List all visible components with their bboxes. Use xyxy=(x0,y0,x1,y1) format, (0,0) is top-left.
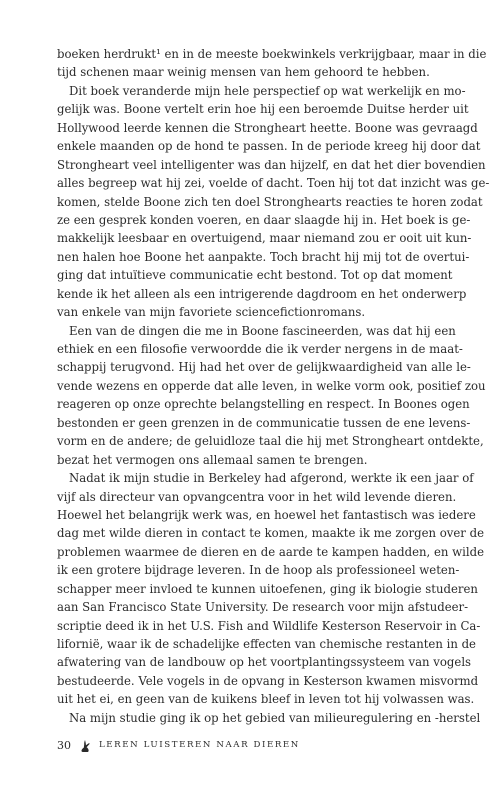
page-number: 30 xyxy=(57,738,71,752)
text-line: Strongheart veel intelligenter was dan hijzelf, en dat het dier bovendien xyxy=(57,157,486,172)
text-line: Hollywood leerde kennen die Strongheart heette. Boone was gevraagd xyxy=(57,120,478,135)
text-line: scriptie deed ik in het U.S. Fish and Wildlife Kesterson Reservoir in Ca- xyxy=(57,618,481,633)
running-title: LEREN LUISTEREN NAAR DIEREN xyxy=(99,740,300,750)
paragraph-start-line: Na mijn studie ging ik op het gebied van milieuregulering en -herstel xyxy=(69,710,481,725)
body-text xyxy=(57,45,490,727)
text-line: bestonden er geen grenzen in de communicatie tussen de ene levens- xyxy=(57,415,471,430)
text-line: kende ik het alleen als een intrigerende dagdroom en het onderwerp xyxy=(57,286,467,301)
text-line: Hoewel het belangrijk werk was, en hoewel het fantastisch was iedere xyxy=(57,507,476,522)
text-line: bezat het vermogen ons allemaal samen te brengen. xyxy=(57,452,368,467)
text-line: afwatering van de landbouw op het voortplantingssysteem van vogels xyxy=(57,655,472,670)
hare-icon xyxy=(79,738,91,752)
page-footer xyxy=(57,737,445,753)
text-line: vende wezens en opperde dat alle leven, in welke vorm ook, positief zou xyxy=(57,378,486,393)
text-line: gelijk was. Boone vertelt erin hoe hij een beroemde Duitse herder uit xyxy=(57,102,469,117)
paragraph-start-line: Nadat ik mijn studie in Berkeley had afgerond, werkte ik een jaar of xyxy=(69,471,474,486)
text-line: schapper meer invloed te kunnen uitoefenen, ging ik biologie studeren xyxy=(57,581,478,596)
text-line: van enkele van mijn favoriete sciencefictionromans. xyxy=(57,305,366,320)
text-line: lifornië, waar ik de schadelijke effecten van chemische restanten in de xyxy=(57,637,476,651)
text-line: makkelijk leesbaar en overtuigend, maar niemand zou er ooit uit kun- xyxy=(57,231,472,246)
text-line: vijf als directeur van opvangcentra voor in het wild levende dieren. xyxy=(57,489,457,504)
text-line: problemen waarmee de dieren en de aarde te kampen hadden, en wilde xyxy=(57,544,485,559)
text-line: dag met wilde dieren in contact te komen, maakte ik me zorgen over de xyxy=(57,526,485,541)
text-line: alles begreep wat hij zei, voelde of dacht. Toen hij tot dat inzicht was ge- xyxy=(57,176,490,191)
text-line: tijd schenen maar weinig mensen van hem gehoord te hebben. xyxy=(57,65,430,80)
text-line: reageren op onze oprechte belangstelling en respect. In Boones ogen xyxy=(57,397,470,412)
paragraph-start-line: Een van de dingen die me in Boone fascineerden, was dat hij een xyxy=(69,323,456,338)
text-line: enkele maanden op de hond te passen. In de periode kreeg hij door dat xyxy=(57,139,481,154)
text-line: aan San Francisco State University. De research voor mijn afstudeer- xyxy=(57,600,469,615)
text-line: schappij terugvond. Hij had het over de gelijkwaardigheid van alle le- xyxy=(57,360,471,375)
paragraph-start-line: Dit boek veranderde mijn hele perspectief op wat werkelijk en mo- xyxy=(69,83,466,98)
text-line: bestudeerde. Vele vogels in de opvang in Kesterson kwamen misvormd xyxy=(57,673,479,688)
text-line: ze een gesprek konden voeren, en daar slaagde hij in. Het boek is ge- xyxy=(57,212,471,227)
text-line: vorm en de andere; de geluidloze taal die hij met Strongheart ontdekte, xyxy=(57,434,484,449)
text-line: ethiek en een filosofie verwoordde die ik verder nergens in de maat- xyxy=(57,342,463,356)
text-line: komen, stelde Boone zich ten doel Stronghearts reacties te horen zodat xyxy=(57,194,483,209)
text-line: ging dat intuïtieve communicatie echt bestond. Tot op dat moment xyxy=(57,268,453,283)
text-line: boeken herdrukt¹ en in de meeste boekwinkels verkrijgbaar, maar in die xyxy=(57,47,487,61)
text-line: ik een grotere bijdrage leveren. In de hoop als professioneel weten- xyxy=(57,563,460,578)
text-line: nen halen hoe Boone het aanpakte. Toch bracht hij mij tot de overtui- xyxy=(57,249,470,264)
text-line: uit het ei, en geen van de kuikens bleef in leven tot hij volwassen was. xyxy=(57,692,475,707)
